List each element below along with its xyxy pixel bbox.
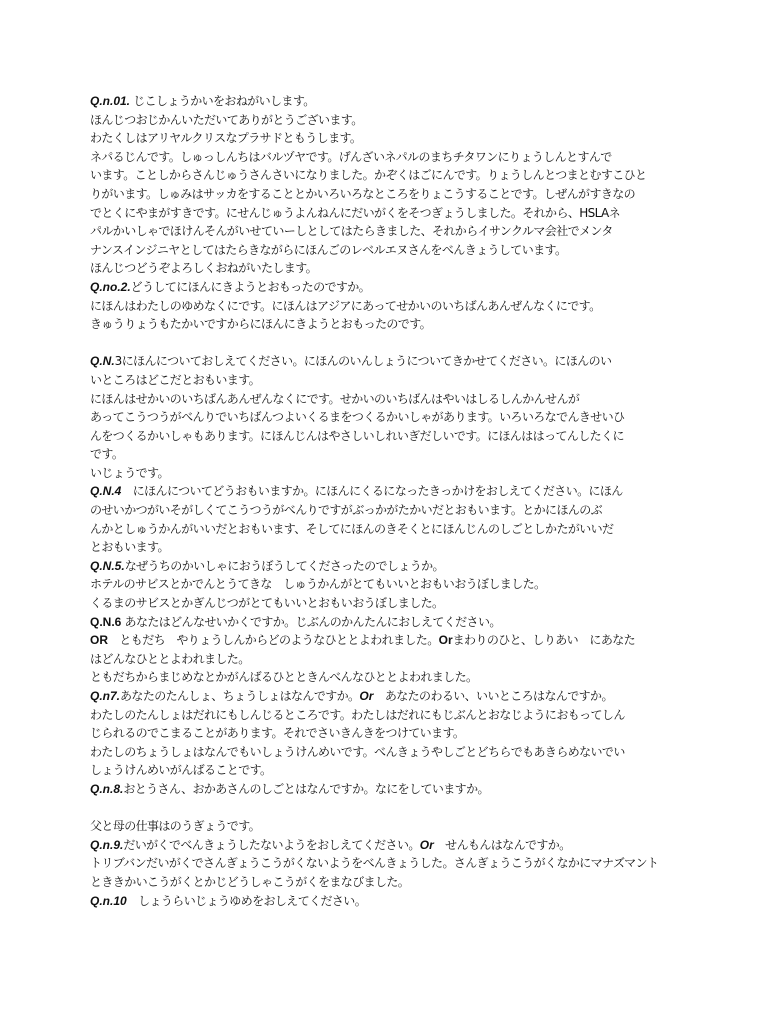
question-text: なぜうちのかいしゃにおうぼうしてくださったのでしょうか。 [124,558,444,573]
question-label: Q.N. [90,354,115,369]
question-label: Q.n.8. [90,781,124,796]
question-label: Q.n.10 [90,893,127,908]
question-text: あなたはどんなせいかくですか。じぶんのかんたんにおしえてください。 [121,614,501,629]
question-7 [90,687,686,706]
answer-line: きゅうりょうもたかいですからにほんにきようとおもったのです。 [90,317,432,332]
question-label: Q.no.2. [90,279,131,294]
question-text: どうしてにほんにきようとおもったのですか。 [130,279,371,294]
question-2 [90,278,686,297]
answer-line: あってこうつうがべんりでいちばんつよいくるまをつくるかいしゃがあります。いろいろなでんきせいひ [90,410,625,425]
answer-line: でとくにやまがすきです。にせんじゅうよんねんにだいがくをそつぎょうしました。それから、HSLAネ [90,205,621,220]
question-label: Q.N.5. [90,558,125,573]
answer-line: じられるのでこまることがあります。それでさいきんきをつけています。 [90,726,465,741]
question-6 [90,613,686,632]
answer-line: とききかいこうがくとかじどうしゃこうがくをまなびました。 [90,874,410,889]
answer-line: わたしのちょうしょはなんでもいしょうけんめいです。べんきょうやしごとどちらでもあきらめないでい [90,744,625,759]
answer-line: ネパるじんです。しゅっしんちはバルヅヤです。げんざいネパルのまちチタワンにりょうしんとすんで [90,149,612,164]
blank-line [90,334,686,353]
question-label: Q.n.9. [90,837,124,852]
question-text: にほんについてどうおもいますか。にほんにくるになったきっかけをおしえてください。にほん [121,484,623,499]
answer-line: ナンスインジニヤとしてはたらきながらにほんごのレベルエヌさんをべんきょうしています。 [90,242,567,257]
answer-line: です。 [90,447,124,462]
or-marker: Or [438,633,453,648]
question-label: Q.n.01. [90,94,131,108]
answer-line: います。ことしからさんじゅうさんさいになりました。かぞくはごにんです。りょうしんとつまとむすこひと [90,168,647,183]
question-text-continued: いところはどこだとおもいます。 [90,372,261,387]
question-alt-text: まわりのひと、しりあい にあなた [452,633,636,648]
answer-line: とおもいます。 [90,540,169,555]
question-text: しょうらいじょうゆめをおしえてください。 [126,893,367,908]
answer-line: にほんはせかいのいちばんあんぜんなくにです。せかいのいちばんはやいはしるしんかんせんが [90,391,580,406]
answer-line: くるまのサビスとかぎんじつがとてもいいとおもいおうぼしました。 [90,596,444,611]
question-4 [90,482,686,501]
question-alt-text: ともだち やりょうしんからどのようなひととよわれました。 [108,633,439,648]
question-alt [90,631,686,650]
answer-line: トリブバンだいがくでさんぎょうこうがくないようをべんきょうした。さんぎょうこうがくなかにマナズマント [90,856,659,871]
answer-line: ともだちからまじめなとかがんばるひとときんべんなひととよわれました。 [90,670,478,685]
answer-line: んをつくるかいしゃもあります。にほんじんはやさしいしれいぎだしいです。にほんははってんしたくに [90,428,624,443]
question-3 [90,352,686,371]
answer-line: ほんじつおじかんいただいてありがとうございます。 [90,112,363,127]
answer-line: ホテルのサビスとかでんとうてきな しゅうかんがとてもいいとおもいおうぼしました。 [90,577,546,592]
answer-line: いじょうです。 [90,465,169,480]
document-page [90,92,686,910]
question-5 [90,557,686,576]
answer-line: しょうけんめいがんばることです。 [90,763,272,778]
answer-line: パルかいしゃでほけんそんがいせていーしとしてはたらきました、それからイサンクルマ会社でメンタ [90,224,613,239]
question-label: Q.N.6 [90,614,122,629]
question-text: おとうさん、おかあさんのしごとはなんですか。なにをしていますか。 [123,781,489,796]
answer-line: わたくしはアリヤルクリスなプラサドともうします。 [90,131,362,146]
or-marker: Or [359,689,374,703]
question-text: 3にほんについておしえてください。にほんのいんしょうについてきかせてください。にほんのい [114,354,612,369]
answer-line: りがいます。しゅみはサッカをすることとかいろいろなところをりょこうすることです。しぜんがすきなの [90,186,636,201]
question-text: じこしょうかいをおねがいします。 [130,94,315,108]
answer-line: わたしのたんしょはだれにもしんじるところです。わたしはだれにもじぶんとおなじようにおもってしん [90,707,625,722]
or-marker: Or [419,837,434,852]
question-label: Q.n7. [90,689,121,703]
question-alt-continued: はどんなひととよわれました。 [90,651,250,666]
answer-line: のせいかつがいそがしくてこうつうがべんりですがぶっかがたかいだとおもいます。とかにほんのぶ [90,503,603,518]
question-10 [90,892,686,911]
question-text: だいがくでべんきょうしたないようをおしえてください。 [123,837,420,852]
question-9 [90,836,686,855]
question-1 [90,92,686,111]
answer-line: ほんじつどうぞよろしくおねがいたします。 [90,261,318,276]
or-marker: OR [90,633,108,648]
answer-line: んかとしゅうかんがいいだとおもいます、そしてにほんのきそくとにほんじんのしごとしかたがいいだ [90,521,614,536]
question-label: Q.N.4 [90,484,122,499]
answer-line: 父と母の仕事はのうぎょうです。 [90,819,261,834]
question-text: あなたのたんしょ、ちょうしょはなんですか。 [120,689,360,703]
question-8 [90,780,686,799]
blank-line [90,799,686,818]
answer-line: にほんはわたしのゆめなくにです。にほんはアジアにあってせかいのいちばんあんぜんなくにです。 [90,298,601,313]
question-alt-text: せんもんはなんですか。 [433,837,571,852]
question-alt-text: あなたのわるい、いいところはなんですか。 [373,689,613,703]
